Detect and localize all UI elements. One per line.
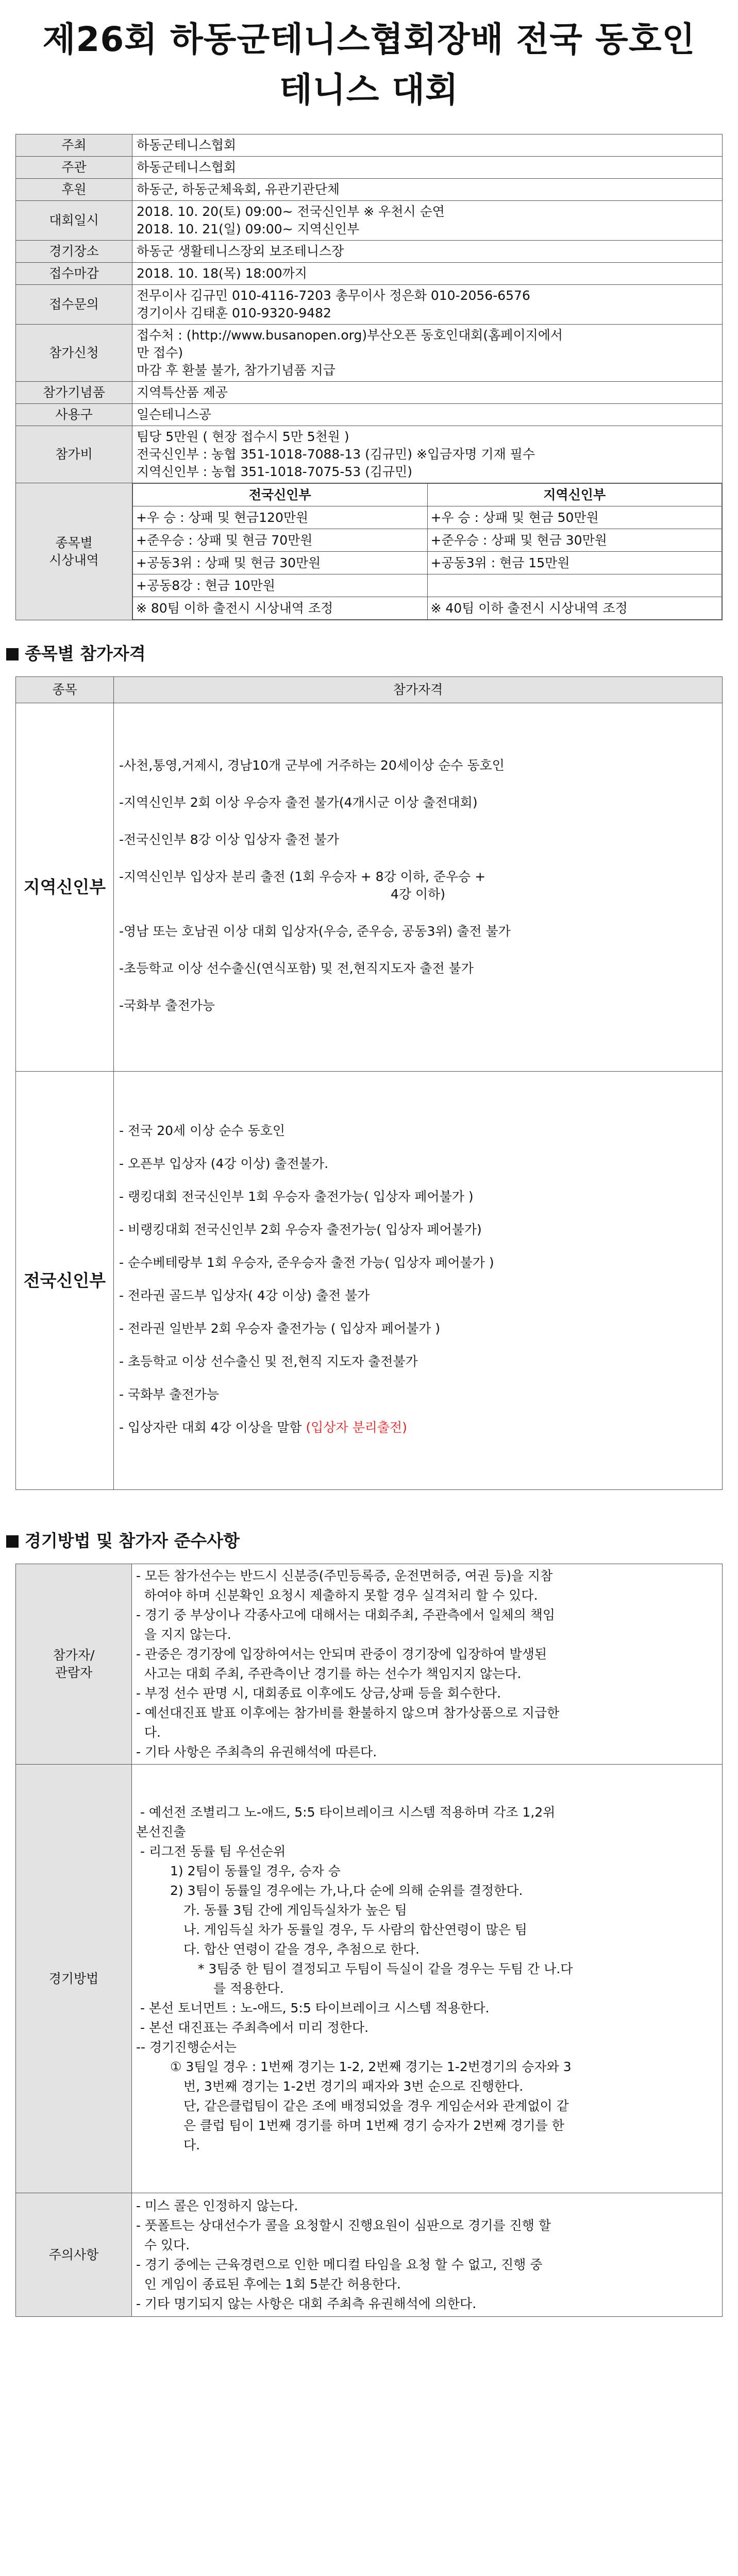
- list-item: - 비랭킹대회 전국신인부 2회 우승자 출전가능( 입상자 페어불가): [119, 1222, 482, 1237]
- rules-line: - 기타 사항은 주최측의 유권해석에 따른다.: [136, 1744, 377, 1759]
- qual-local-items: [114, 703, 723, 1072]
- list-item: -전국신인부 8강 이상 입상자 출전 불가: [119, 832, 339, 847]
- prize-cell-text: ※ 40팀 이하 출전시 시상내역 조정: [427, 597, 722, 620]
- info-label: 참가비: [16, 426, 132, 483]
- info-value-line: 일슨테니스공: [137, 407, 211, 422]
- prize-cell-text: +우 승 : 상패 및 현금 50만원: [427, 506, 722, 529]
- rules-label: 주의사항: [16, 2193, 132, 2317]
- rules-line: 를 적용한다.: [213, 1980, 284, 1996]
- list-item: - 전국 20세 이상 순수 동호인: [119, 1123, 286, 1138]
- section-heading-qualification: 종목별 참가자격: [6, 642, 146, 665]
- prize-cell: [132, 483, 723, 620]
- prize-label: 종목별 시상내역: [16, 483, 132, 620]
- prize-cell-text: +준우승 : 상패 및 현금 70만원: [133, 529, 428, 552]
- rules-line: 하여야 하며 신분확인 요청시 제출하지 못할 경우 실격처리 할 수 있다.: [136, 1588, 538, 1603]
- list-item: -지역신인부 2회 이상 우승자 출전 불가(4개시군 이상 출전대회): [119, 795, 478, 810]
- rules-line: - 관중은 경기장에 입장하여서는 안되며 관중이 경기장에 입장하여 발생된: [136, 1647, 547, 1662]
- info-value-line: 2018. 10. 21(일) 09:00~ 지역신인부: [137, 222, 360, 236]
- rules-line: ① 3팀일 경우 : 1번째 경기는 1-2, 2번째 경기는 1-2번경기의 승자와 3: [170, 2059, 572, 2074]
- list-item: - 초등학교 이상 선수출신 및 전,현직 지도자 출전불가: [119, 1353, 418, 1369]
- info-value-line: 팀당 5만원 ( 현장 접수시 5만 5천원 ): [137, 429, 349, 444]
- prize-cell-text: +공동8강 : 현금 10만원: [133, 574, 428, 597]
- list-item: -사천,통영,거제시, 경남10개 군부에 거주하는 20세이상 순수 동호인: [119, 758, 505, 773]
- info-value-line: 전국신인부 : 농협 351-1018-7088-13 (김규민) ※입금자명 기재 필수: [137, 447, 535, 462]
- list-item: - 오픈부 입상자 (4강 이상) 출전불가.: [119, 1156, 329, 1171]
- rules-line: - 기타 명기되지 않는 사항은 대회 주최측 유권해석에 의한다.: [136, 2296, 477, 2311]
- info-row: [16, 134, 723, 157]
- info-row: [16, 201, 723, 241]
- square-bullet-icon: [6, 1535, 19, 1548]
- info-row: [16, 404, 723, 426]
- rules-label: 경기방법: [16, 1765, 132, 2193]
- info-value: [132, 179, 723, 201]
- section-heading-rules: 경기방법 및 참가자 준수사항: [6, 1530, 240, 1552]
- prize-cell-text: +공동3위 : 상패 및 현금 30만원: [133, 552, 428, 574]
- info-row: [16, 241, 723, 263]
- rules-line: 을 지지 않는다.: [136, 1627, 231, 1642]
- rules-row: [16, 2193, 723, 2317]
- list-item: - 입상자란 대회 4강 이상을 말함 (입상자 분리출전): [119, 1419, 407, 1435]
- info-value-line: 경기이사 김태훈 010-9320-9482: [137, 306, 331, 320]
- rules-line: - 예선전 조별리그 노-애드, 5:5 타이브레이크 시스템 적용하며 각조 1,2위: [140, 1804, 556, 1820]
- info-label: 참가신청: [16, 325, 132, 382]
- title-line-2: 테니스 대회: [279, 70, 459, 110]
- red-note: (입상자 분리출전): [306, 1419, 407, 1435]
- rules-line: - 본선 대진표는 주최측에서 미리 정한다.: [140, 2020, 369, 2035]
- prize-cell-text: ※ 80팀 이하 출전시 시상내역 조정: [133, 597, 428, 620]
- info-label: 사용구: [16, 404, 132, 426]
- rules-row: [16, 1564, 723, 1765]
- rules-line: - 본선 토너먼트 : 노-애드, 5:5 타이브레이크 시스템 적용한다.: [140, 2000, 490, 2015]
- rules-line: 가. 동률 3팀 간에 게임득실차가 높은 팀: [183, 1902, 407, 1918]
- prize-header-col2: 지역신인부: [427, 484, 722, 506]
- rules-line: 은 클럽 팀이 1번째 경기를 하며 1번째 경기 승자가 2번째 경기를 한: [183, 2117, 564, 2133]
- rules-line: 1) 2팀이 동률일 경우, 승자 승: [170, 1863, 341, 1878]
- info-label: 주관: [16, 157, 132, 179]
- rules-text: [132, 2193, 723, 2317]
- rules-line: - 모든 참가선수는 반드시 신분증(주민등록증, 운전면허증, 여권 등)을 지참: [136, 1568, 553, 1583]
- rules-line: 본선진출: [136, 1824, 186, 1839]
- rules-table: [15, 1564, 723, 2317]
- rules-line: - 리그전 동률 팀 우선순위: [140, 1843, 286, 1859]
- info-value-line: 마감 후 환불 불가, 참가기념품 지급: [137, 363, 336, 378]
- qualification-table: [15, 676, 723, 1490]
- event-info-table: [15, 134, 723, 620]
- rules-line: 수 있다.: [136, 2237, 190, 2252]
- info-value: [132, 134, 723, 157]
- qual-category-local: 지역신인부: [16, 703, 114, 1072]
- rules-text: [132, 1765, 723, 2193]
- rules-line: 단, 같은클럽팀이 같은 조에 배정되었을 경우 게임순서와 관계없이 같: [183, 2098, 569, 2113]
- info-value: [132, 325, 723, 382]
- info-value-line: 만 접수): [137, 345, 183, 360]
- rules-line: - 예선대진표 발표 이후에는 참가비를 환불하지 않으며 참가상품으로 지급한: [136, 1705, 560, 1720]
- rules-line: - 경기 중에는 근육경련으로 인한 메디컬 타임을 요청 할 수 없고, 진행 중: [136, 2257, 543, 2272]
- info-row: [16, 382, 723, 404]
- info-row: [16, 285, 723, 325]
- rules-line: * 3팀중 한 팀이 결정되고 두팀이 득실이 같을 경우는 두팀 간 나.다: [198, 1961, 573, 1976]
- prize-cell-text: +공동3위 : 현금 15만원: [427, 552, 722, 574]
- info-label: 주최: [16, 134, 132, 157]
- page-title: [0, 14, 738, 115]
- info-value-line: 하동군, 하동군체육회, 유관기관단체: [137, 182, 340, 197]
- info-row: [16, 263, 723, 285]
- info-row: [16, 157, 723, 179]
- info-value-line: 2018. 10. 18(목) 18:00까지: [137, 266, 307, 281]
- info-value: [132, 263, 723, 285]
- rules-line: 인 게임이 종료된 후에는 1회 5분간 허용한다.: [136, 2276, 401, 2292]
- list-item: - 전라권 일반부 2회 우승자 출전가능 ( 입상자 페어불가 ): [119, 1320, 441, 1336]
- prize-cell-text: +준우승 : 상패 및 현금 30만원: [427, 529, 722, 552]
- info-label: 접수문의: [16, 285, 132, 325]
- rules-line: - 미스 콜은 인정하지 않는다.: [136, 2198, 298, 2213]
- info-row: [16, 179, 723, 201]
- rules-line: - 풋폴트는 상대선수가 콜을 요청할시 진행요원이 심판으로 경기를 진행 할: [136, 2217, 551, 2233]
- list-item: - 랭킹대회 전국신인부 1회 우승자 출전가능( 입상자 페어불가 ): [119, 1189, 474, 1204]
- info-value: [132, 285, 723, 325]
- prize-table: [132, 483, 722, 620]
- info-value: [132, 157, 723, 179]
- rules-row: [16, 1765, 723, 2193]
- info-value-line: 전무이사 김규민 010-4116-7203 총무이사 정은화 010-2056-6576: [137, 288, 530, 303]
- rules-line: 다.: [136, 1725, 161, 1740]
- info-row: [16, 426, 723, 483]
- info-label: 대회일시: [16, 201, 132, 241]
- info-value: [132, 382, 723, 404]
- info-label: 경기장소: [16, 241, 132, 263]
- info-value: [132, 426, 723, 483]
- rules-text: [132, 1564, 723, 1765]
- info-label: 참가기념품: [16, 382, 132, 404]
- list-item: - 전라권 골드부 입상자( 4강 이상) 출전 불가: [119, 1287, 370, 1303]
- rules-line: - 부정 선수 판명 시, 대회종료 이후에도 상금,상패 등을 회수한다.: [136, 1686, 501, 1701]
- rules-label: 참가자/ 관람자: [16, 1564, 132, 1765]
- qual-header-requirements: 참가자격: [114, 677, 723, 703]
- qual-header-category: 종목: [16, 677, 114, 703]
- list-item: -국화부 출전가능: [119, 998, 215, 1013]
- rules-line: 나. 게임득실 차가 동률일 경우, 두 사람의 합산연령이 많은 팀: [183, 1922, 528, 1937]
- info-row: [16, 325, 723, 382]
- qual-category-national: 전국신인부: [16, 1072, 114, 1490]
- qual-national-items: [114, 1072, 723, 1490]
- info-value-line: 하동군 생활테니스장외 보조테니스장: [137, 244, 344, 259]
- info-value-line: 2018. 10. 20(토) 09:00~ 전국신인부 ※ 우천시 순연: [137, 204, 445, 219]
- info-value-line: 하동군테니스협회: [137, 138, 237, 152]
- prize-header-col1: 전국신인부: [133, 484, 428, 506]
- list-item: -초등학교 이상 선수출신(연식포함) 및 전,현직지도자 출전 불가: [119, 961, 474, 976]
- prize-row: [16, 483, 723, 620]
- info-label: 후원: [16, 179, 132, 201]
- rules-line: -- 경기진행순서는: [136, 2039, 237, 2055]
- rules-line: 다. 합산 연령이 같을 경우, 추첨으로 한다.: [183, 1941, 420, 1957]
- info-value: [132, 404, 723, 426]
- info-value: [132, 241, 723, 263]
- info-value-line: 접수처 : (http://www.busanopen.org)부산오픈 동호인대회(홈페이지에서: [137, 328, 563, 343]
- title-line-1: 제26회 하동군테니스협회장배 전국 동호인: [42, 20, 696, 59]
- info-value-line: 하동군테니스협회: [137, 160, 237, 175]
- rules-line: 2) 3팀이 동률일 경우에는 가,나,다 순에 의해 순위를 결정한다.: [170, 1883, 523, 1898]
- rules-line: 다.: [183, 2137, 200, 2153]
- list-item: -지역신인부 입상자 분리 출전 (1회 우승자 + 8강 이하, 준우승 + 4강 이하): [119, 869, 486, 902]
- list-item: -영남 또는 호남권 이상 대회 입상자(우승, 준우승, 공동3위) 출전 불가: [119, 924, 511, 939]
- info-value-line: 지역특산품 제공: [137, 385, 228, 400]
- rules-line: - 경기 중 부상이나 각종사고에 대해서는 대회주최, 주관측에서 일체의 책임: [136, 1607, 555, 1622]
- list-item: - 국화부 출전가능: [119, 1386, 219, 1402]
- info-value-line: 지역신인부 : 농협 351-1018-7075-53 (김규민): [137, 464, 413, 479]
- info-value: [132, 201, 723, 241]
- info-label: 접수마감: [16, 263, 132, 285]
- rules-line: 번, 3번째 경기는 1-2번 경기의 패자와 3번 순으로 진행한다.: [183, 2078, 524, 2094]
- square-bullet-icon: [6, 648, 19, 660]
- rules-line: 사고는 대회 주최, 주관측이난 경기를 하는 선수가 책임지지 않는다.: [136, 1666, 522, 1681]
- prize-cell-text: +우 승 : 상패 및 현금120만원: [133, 506, 428, 529]
- prize-cell-text: [427, 574, 722, 597]
- list-item: - 순수베테랑부 1회 우승자, 준우승자 출전 가능( 입상자 페어불가 ): [119, 1255, 494, 1270]
